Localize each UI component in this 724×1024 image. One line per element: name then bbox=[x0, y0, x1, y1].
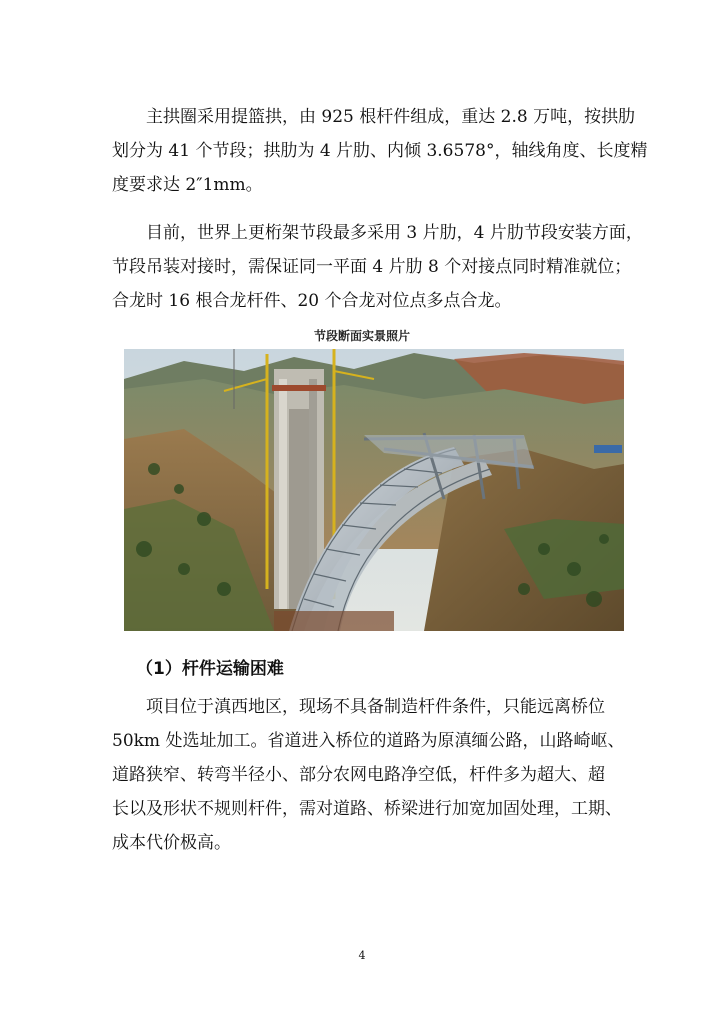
text-line: 项目位于滇西地区，现场不具备制造杆件条件，只能远离桥位 bbox=[146, 697, 605, 717]
paragraph-arch-structure bbox=[112, 100, 648, 202]
text-line: 成本代价极高。 bbox=[112, 833, 231, 853]
text-line: 50km 处选址加工。省道进入桥位的道路为原滇缅公路，山路崎岖、 bbox=[112, 731, 625, 751]
text-line: 合龙时 16 根合龙杆件、20 个合龙对位点多点合龙。 bbox=[112, 291, 512, 311]
paragraph-transport-difficulty bbox=[112, 690, 632, 860]
text-line: 目前，世界上更桁架节段最多采用 3 片肋，4 片肋节段安装方面， bbox=[146, 223, 643, 243]
bridge-construction-photo bbox=[124, 349, 624, 631]
figure-caption: 节段断面实景照片 bbox=[313, 329, 410, 343]
paragraph-segment-installation bbox=[112, 216, 643, 318]
text-line: 划分为 41 个节段；拱肋为 4 片肋、内倾 3.6578°，轴线角度、长度精 bbox=[112, 141, 648, 161]
text-line: 主拱圈采用提篮拱，由 925 根杆件组成，重达 2.8 万吨，按拱肋 bbox=[146, 107, 636, 127]
text-line: 长以及形状不规则杆件，需对道路、桥梁进行加宽加固处理，工期、 bbox=[112, 799, 622, 819]
section-heading: （1）杆件运输困难 bbox=[136, 659, 284, 679]
page-number: 4 bbox=[358, 949, 366, 962]
text-line: 度要求达 2″1mm。 bbox=[112, 175, 263, 195]
text-line: 节段吊装对接时，需保证同一平面 4 片肋 8 个对接点同时精准就位； bbox=[112, 257, 632, 277]
text-line: 道路狭窄、转弯半径小、部分农网电路净空低，杆件多为超大、超 bbox=[112, 765, 605, 785]
